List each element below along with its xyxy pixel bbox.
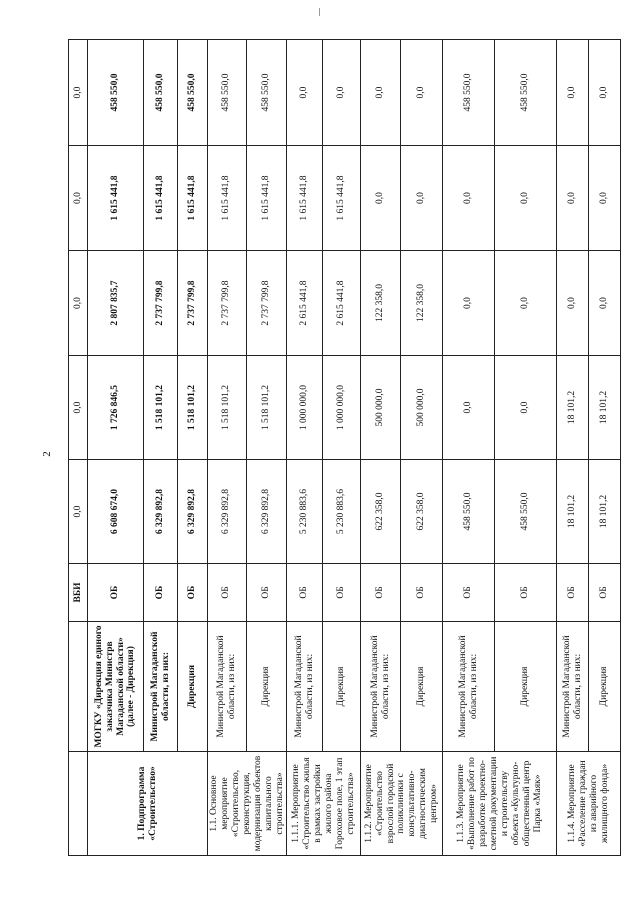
executor-cell: Министрой Магаданской области, из них: <box>443 622 495 752</box>
rotated-table-container <box>68 40 612 856</box>
value-cell: 458 550,0 <box>178 40 208 146</box>
header-cell: 0,0 <box>69 356 88 460</box>
value-cell: 2 737 799,8 <box>208 251 247 356</box>
value-cell: 0,0 <box>589 146 621 251</box>
value-cell: 6 608 674,0 <box>88 460 144 564</box>
value-cell: 500 000,0 <box>401 356 443 460</box>
value-cell: 1 000 000,0 <box>323 356 361 460</box>
executor-cell: Министрой Магаданской области, из них: <box>361 622 401 752</box>
value-cell: 458 550,0 <box>246 40 287 146</box>
table-header-row <box>69 40 88 856</box>
table-row <box>144 40 178 856</box>
value-cell: 1 726 846,5 <box>88 356 144 460</box>
header-cell: 0,0 <box>69 40 88 146</box>
value-cell: 2 615 441,8 <box>287 251 323 356</box>
value-cell: ОБ <box>443 564 495 622</box>
value-cell: ОБ <box>178 564 208 622</box>
value-cell: ОБ <box>208 564 247 622</box>
value-cell: 2 737 799,8 <box>144 251 178 356</box>
value-cell: 458 550,0 <box>208 40 247 146</box>
value-cell: ОБ <box>246 564 287 622</box>
value-cell: ОБ <box>323 564 361 622</box>
table-row <box>323 40 361 856</box>
value-cell: 18 101,2 <box>589 356 621 460</box>
value-cell: 458 550,0 <box>443 40 495 146</box>
table-row <box>246 40 287 856</box>
header-cell: 0,0 <box>69 460 88 564</box>
value-cell: 0,0 <box>495 146 557 251</box>
value-cell: 122 358,0 <box>361 251 401 356</box>
measure-cell: 1. Подпрограмма «Строительство» <box>88 752 208 856</box>
value-cell: ОБ <box>589 564 621 622</box>
value-cell: 2 807 835,7 <box>88 251 144 356</box>
value-cell: 0,0 <box>557 251 589 356</box>
executor-cell: Министрой Магаданской области, из них: <box>557 622 589 752</box>
scan-mark <box>319 8 320 16</box>
value-cell: 1 000 000,0 <box>287 356 323 460</box>
value-cell: 0,0 <box>361 146 401 251</box>
value-cell: ОБ <box>88 564 144 622</box>
value-cell: 1 615 441,8 <box>88 146 144 251</box>
value-cell: 18 101,2 <box>557 460 589 564</box>
table-row <box>208 40 247 856</box>
executor-cell: Министрой Магаданской области, из них: <box>208 622 247 752</box>
value-cell: 0,0 <box>443 251 495 356</box>
table-row <box>178 40 208 856</box>
executor-cell: Министрой Магаданской области, из них: <box>144 622 178 752</box>
executor-cell: Дирекция <box>323 622 361 752</box>
funding-table <box>68 39 621 856</box>
table-row <box>401 40 443 856</box>
value-cell: ОБ <box>144 564 178 622</box>
value-cell: 1 615 441,8 <box>323 146 361 251</box>
executor-cell: Министрой Магаданской области, из них: <box>287 622 323 752</box>
value-cell: ОБ <box>401 564 443 622</box>
table-row <box>557 40 589 856</box>
value-cell: 0,0 <box>361 40 401 146</box>
value-cell: 6 329 892,8 <box>246 460 287 564</box>
table-row <box>361 40 401 856</box>
measure-cell: 1.1.1. Мероприятие «Строительство жилья в рамках застройки жилого района Гороховое поле, 1 этап строительства» <box>287 752 361 856</box>
value-cell: 1 615 441,8 <box>287 146 323 251</box>
value-cell: 458 550,0 <box>88 40 144 146</box>
header-cell: ВБИ <box>69 564 88 622</box>
value-cell: 1 518 101,2 <box>246 356 287 460</box>
value-cell: 0,0 <box>401 40 443 146</box>
value-cell: 622 358,0 <box>361 460 401 564</box>
executor-cell: Дирекция <box>178 622 208 752</box>
measure-cell: 1.1.4. Мероприятие «Расселение граждан из аварийного жилищного фонда» <box>557 752 621 856</box>
value-cell: ОБ <box>557 564 589 622</box>
value-cell: 1 518 101,2 <box>178 356 208 460</box>
executor-cell: Дирекция <box>401 622 443 752</box>
value-cell: 18 101,2 <box>557 356 589 460</box>
executor-cell: Дирекция <box>246 622 287 752</box>
value-cell: 0,0 <box>589 251 621 356</box>
table-row <box>589 40 621 856</box>
value-cell: 1 518 101,2 <box>208 356 247 460</box>
value-cell: ОБ <box>361 564 401 622</box>
value-cell: 0,0 <box>557 146 589 251</box>
value-cell: 122 358,0 <box>401 251 443 356</box>
value-cell: 1 615 441,8 <box>144 146 178 251</box>
measure-cell: 1.1.2. Мероприятие «Строительство взрослой городской поликлиники с консультативно-диагностическим центром» <box>361 752 443 856</box>
header-cell: 0,0 <box>69 146 88 251</box>
value-cell: 6 329 892,8 <box>178 460 208 564</box>
value-cell: 6 329 892,8 <box>144 460 178 564</box>
table-row <box>495 40 557 856</box>
value-cell: 0,0 <box>323 40 361 146</box>
value-cell: ОБ <box>287 564 323 622</box>
measure-cell: 1.1. Основное мероприятие «Строительство, реконструкция, модернизация объектов капитального строительства» <box>208 752 287 856</box>
executor-cell: Дирекция <box>495 622 557 752</box>
value-cell: 1 615 441,8 <box>246 146 287 251</box>
value-cell: ОБ <box>495 564 557 622</box>
executor-cell: Дирекция <box>589 622 621 752</box>
header-cell: 0,0 <box>69 251 88 356</box>
value-cell: 18 101,2 <box>589 460 621 564</box>
value-cell: 0,0 <box>287 40 323 146</box>
value-cell: 1 615 441,8 <box>178 146 208 251</box>
measure-cell: 1.1.3. Мероприятие «Выполнение работ по разработке проектно-сметной документации и строительству объекта «Культурно-общественный центр Парка «Маяк» <box>443 752 557 856</box>
executor-cell: МОГКУ «Дирекция единого заказчика Министрв Магаданской области» (далее - Дирекция) <box>88 622 144 752</box>
value-cell: 1 518 101,2 <box>144 356 178 460</box>
value-cell: 2 615 441,8 <box>323 251 361 356</box>
value-cell: 458 550,0 <box>443 460 495 564</box>
table-row <box>443 40 495 856</box>
value-cell: 0,0 <box>589 40 621 146</box>
value-cell: 622 358,0 <box>401 460 443 564</box>
table-row <box>88 40 144 856</box>
value-cell: 458 550,0 <box>495 460 557 564</box>
value-cell: 0,0 <box>401 146 443 251</box>
value-cell: 500 000,0 <box>361 356 401 460</box>
value-cell: 5 230 883,6 <box>323 460 361 564</box>
value-cell: 5 230 883,6 <box>287 460 323 564</box>
value-cell: 2 737 799,8 <box>246 251 287 356</box>
value-cell: 0,0 <box>495 251 557 356</box>
value-cell: 2 737 799,8 <box>178 251 208 356</box>
value-cell: 458 550,0 <box>144 40 178 146</box>
value-cell: 0,0 <box>557 40 589 146</box>
value-cell: 1 615 441,8 <box>208 146 247 251</box>
measure-header-cell <box>69 752 88 856</box>
value-cell: 0,0 <box>443 146 495 251</box>
value-cell: 458 550,0 <box>495 40 557 146</box>
table-row <box>287 40 323 856</box>
executor-header-cell <box>69 622 88 752</box>
page-number: 2 <box>40 451 53 457</box>
value-cell: 0,0 <box>495 356 557 460</box>
value-cell: 0,0 <box>443 356 495 460</box>
value-cell: 6 329 892,8 <box>208 460 247 564</box>
